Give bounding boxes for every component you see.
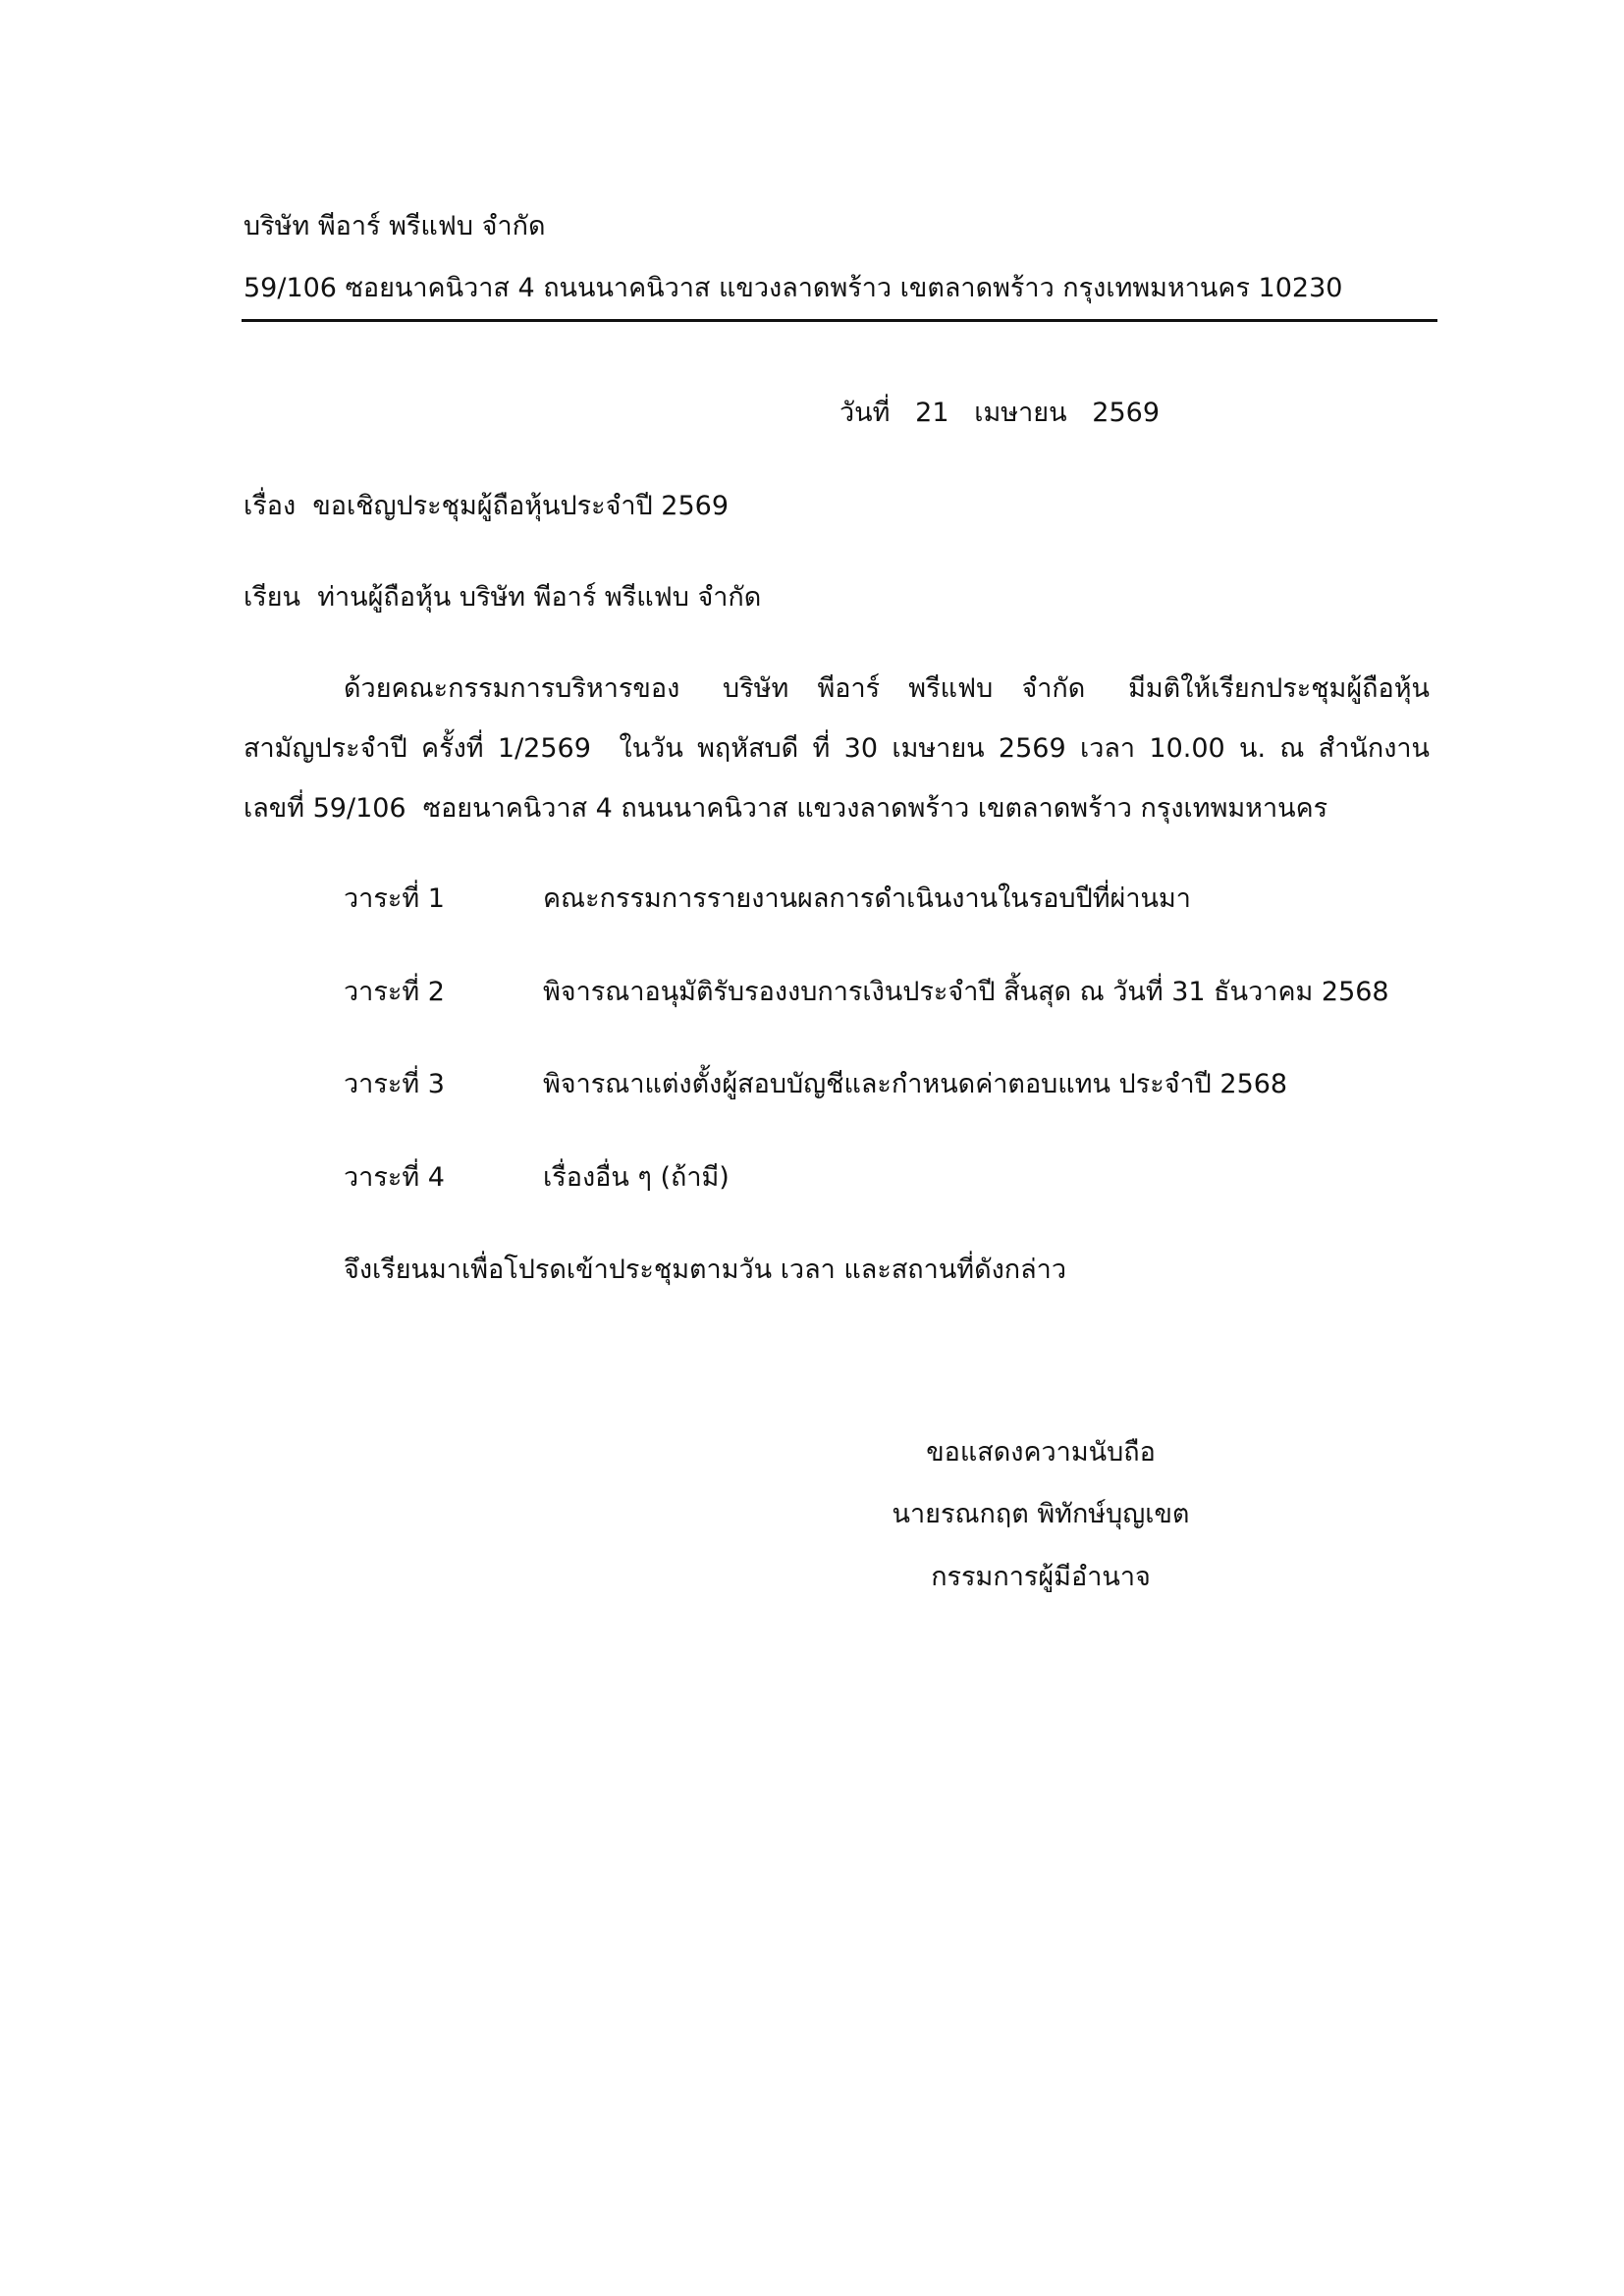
date-label: วันที่ <box>839 398 891 428</box>
recipient-line <box>244 580 761 615</box>
body-line-1: ด้วยคณะกรรมการบริหารของ บริษัท พีอาร์ พรีแฟบ จำกัด มีมติให้เรียกประชุมผู้ถือหุ้น <box>344 673 1430 704</box>
subject-text: ขอเชิญประชุมผู้ถือหุ้นประจำปี 2569 <box>312 491 730 521</box>
agenda-label: วาระที่ 3 <box>344 1069 445 1099</box>
date-year: 2569 <box>1092 398 1161 428</box>
subject-label: เรื่อง <box>244 491 297 521</box>
letterhead-divider <box>242 319 1437 322</box>
company-name: บริษัท พีอาร์ พรีแฟบ จำกัด <box>244 211 546 241</box>
closing-sentence: จึงเรียนมาเพื่อโปรดเข้าประชุมตามวัน เวลา และสถานที่ดังกล่าว <box>344 1255 1067 1285</box>
recipient-text: ท่านผู้ถือหุ้น บริษัท พีอาร์ พรีแฟบ จำกัด <box>317 582 762 613</box>
agenda-text: คณะกรรมการรายงานผลการดำเนินงานในรอบปีที่ผ่านมา <box>543 883 1191 914</box>
agenda-text: พิจารณาอนุมัติรับรองงบการเงินประจำปี สิ้นสุด ณ วันที่ 31 ธันวาคม 2568 <box>543 977 1389 1007</box>
date-day: 21 <box>915 398 949 428</box>
date-line <box>839 396 1160 431</box>
signatory-name: นายรณกฤต พิทักษ์บุญเขต <box>892 1499 1190 1529</box>
company-address: 59/106 ซอยนาคนิวาส 4 ถนนนาคนิวาส แขวงลาดพร้าว เขตลาดพร้าว กรุงเทพมหานคร 10230 <box>244 273 1343 303</box>
recipient-label: เรียน <box>244 582 301 613</box>
agenda-label: วาระที่ 1 <box>344 883 445 914</box>
date-month: เมษายน <box>974 398 1067 428</box>
agenda-text: พิจารณาแต่งตั้งผู้สอบบัญชีและกำหนดค่าตอบแทน ประจำปี 2568 <box>543 1069 1288 1099</box>
subject-line <box>244 489 729 524</box>
signature-closing: ขอแสดงความนับถือ <box>926 1437 1156 1468</box>
body-line-3: เลขที่ 59/106 ซอยนาคนิวาส 4 ถนนนาคนิวาส แขวงลาดพร้าว เขตลาดพร้าว กรุงเทพมหานคร <box>244 793 1328 824</box>
agenda-label: วาระที่ 2 <box>344 977 445 1007</box>
agenda-label: วาระที่ 4 <box>344 1162 445 1193</box>
signatory-title: กรรมการผู้มีอำนาจ <box>931 1562 1151 1592</box>
agenda-text: เรื่องอื่น ๆ (ถ้ามี) <box>543 1162 730 1193</box>
body-line-2: สามัญประจำปี ครั้งที่ 1/2569 ในวัน พฤหัสบดี ที่ 30 เมษายน 2569 เวลา 10.00 น. ณ สำนักงาน <box>244 733 1430 764</box>
